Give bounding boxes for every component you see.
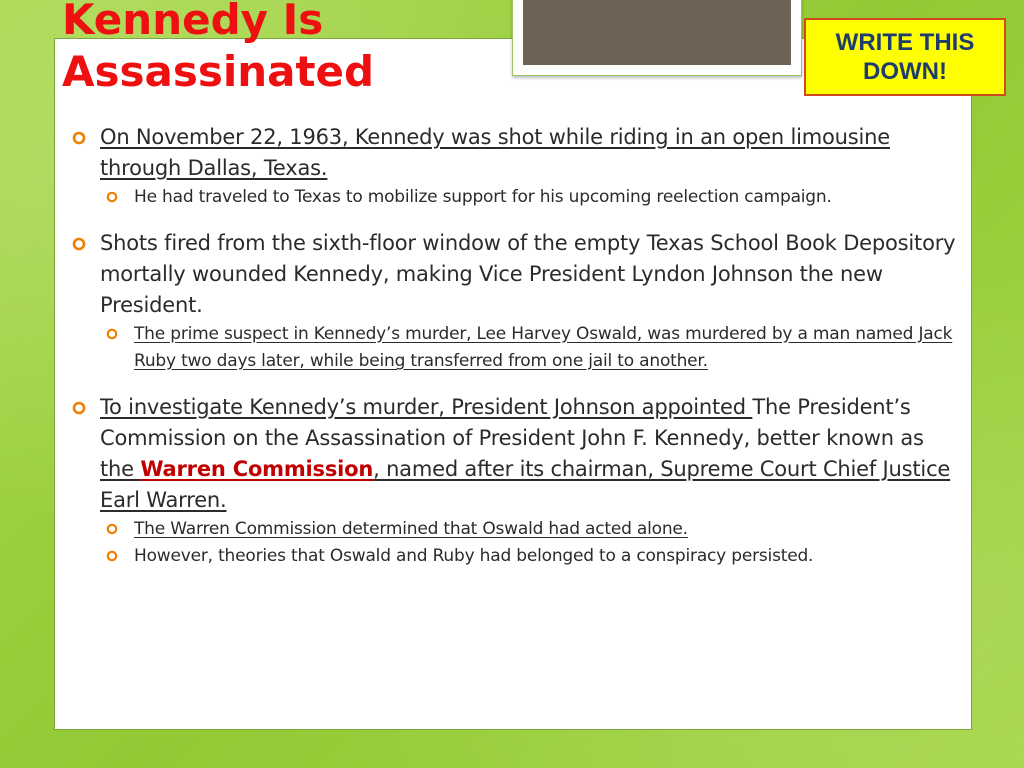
write-this-down-note <box>804 18 1006 96</box>
sub-bullet-item <box>72 543 962 571</box>
circle-bullet-icon <box>106 523 118 535</box>
sub-bullet-item <box>72 184 962 212</box>
photo-image <box>523 0 791 65</box>
bullet-item <box>72 122 962 184</box>
sub-bullet-text: He had traveled to Texas to mobilize support for his upcoming reelection campaign. <box>134 187 832 207</box>
title-line-2: Assassinated <box>62 47 375 96</box>
sub-bullet-item <box>72 321 962 376</box>
note-text: WRITE THIS DOWN! <box>835 29 975 85</box>
bullet-text: On November 22, 1963, Kennedy was shot while riding in an open limousine through Dallas, Texas. <box>100 125 890 180</box>
bullet-list <box>72 122 962 571</box>
circle-bullet-icon <box>106 191 118 203</box>
sub-bullet-text: However, theories that Oswald and Ruby had belonged to a conspiracy persisted. <box>134 546 814 566</box>
circle-bullet-icon <box>106 550 118 562</box>
circle-bullet-icon <box>106 328 118 340</box>
bullet-text: Shots fired from the sixth-floor window of the empty Texas School Book Depository mortally wounded Kennedy, making Vice President Lyndon Johnson the new President. <box>100 230 956 317</box>
title-line-1: Kennedy Is <box>62 0 324 44</box>
bullet-text-part2: The President’s Commission on the Assassination of President John F. Kennedy, better known as <box>100 394 924 450</box>
slide-title <box>62 0 374 98</box>
bullet-text-part1: To investigate Kennedy’s murder, President Johnson appointed <box>100 394 753 419</box>
circle-bullet-icon <box>72 401 86 415</box>
sub-bullet-text: The prime suspect in Kennedy’s murder, Lee Harvey Oswald, was murdered by a man named Jack Ruby two days later, while being transferred from one jail to another. <box>134 323 953 371</box>
circle-bullet-icon <box>72 131 86 145</box>
photo-frame <box>512 0 802 76</box>
circle-bullet-icon <box>72 237 86 251</box>
bullet-item <box>72 392 962 516</box>
sub-bullet-text: The Warren Commission determined that Oswald had acted alone. <box>134 518 688 539</box>
sub-bullet-item <box>72 516 962 544</box>
warren-commission-highlight: Warren Commission <box>140 456 374 481</box>
bullet-text-part3: the <box>100 456 141 481</box>
bullet-item <box>72 228 962 321</box>
bullet-text-part4: , named after its chairman, Supreme Court Chief Justice Earl Warren. <box>100 456 951 512</box>
